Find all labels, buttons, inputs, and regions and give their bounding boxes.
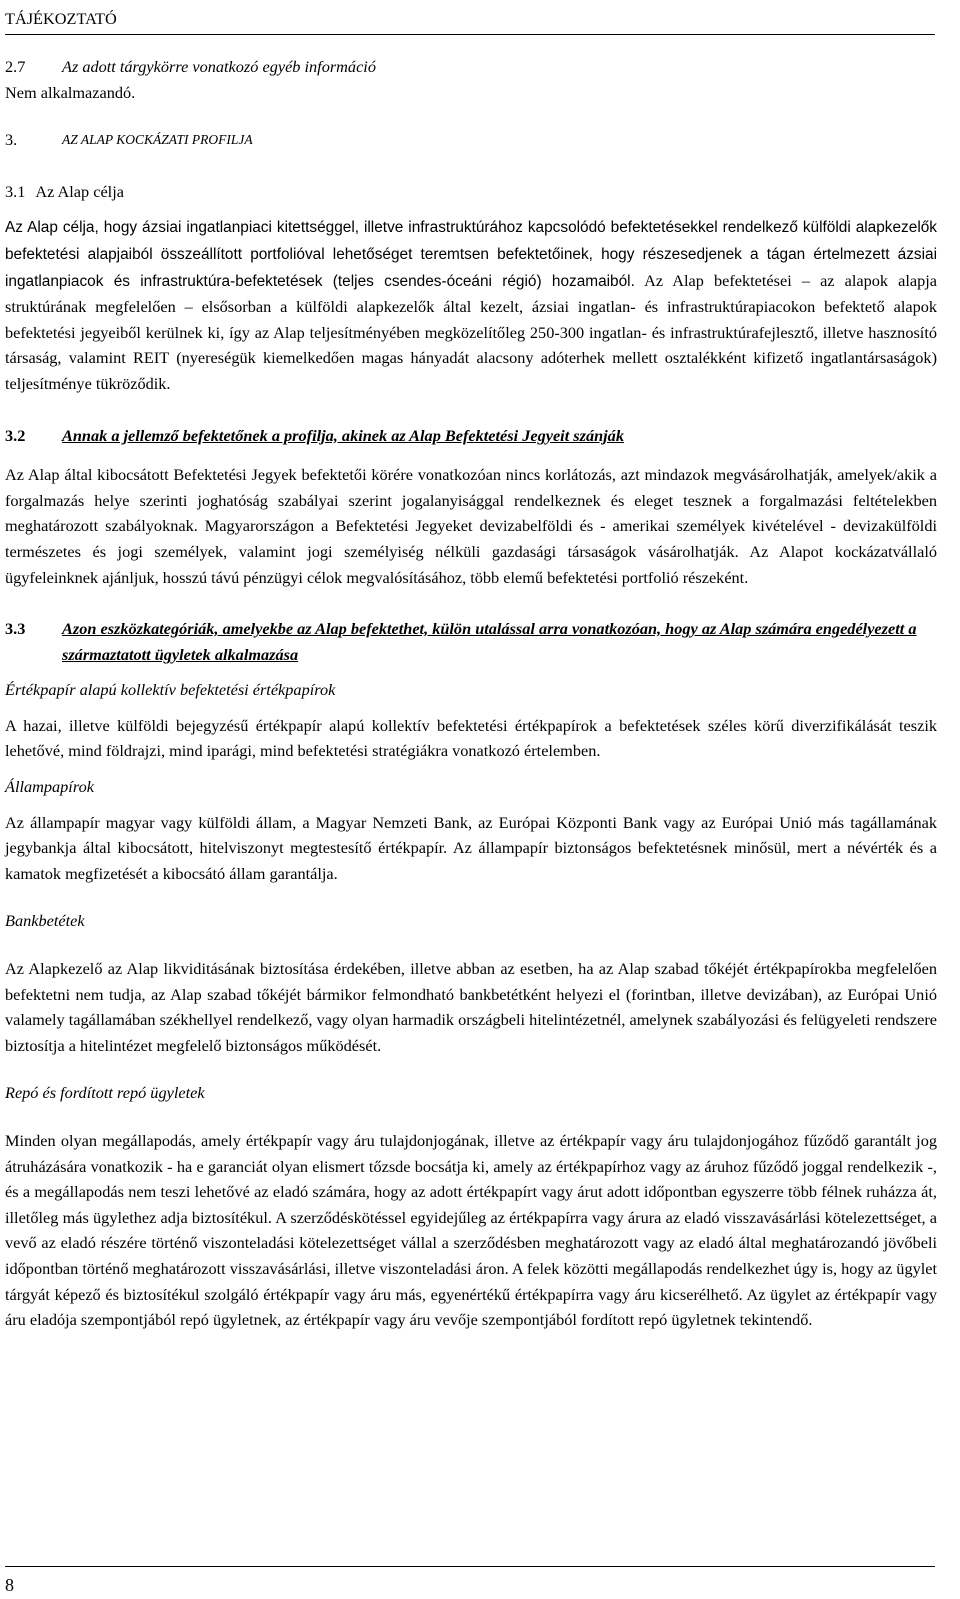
asset-category-body: A hazai, illetve külföldi bejegyzésű értékpapír alapú kollektív befektetési értékpapírok a befektetések széles körű diverzifikálását teszik lehetővé, mind földrajzi, mind iparági, mind befektetési stratégiákra vonatkozó értelemben. bbox=[5, 715, 937, 761]
page-header bbox=[5, 6, 935, 35]
section-title: Az Alap célja bbox=[35, 181, 124, 201]
section-2-7-heading bbox=[5, 54, 937, 80]
page-footer bbox=[5, 1566, 935, 1599]
section-title: Annak a jellemző befektetőnek a profilja, akinek az Alap Befektetési Jegyeit szánják bbox=[62, 425, 624, 445]
asset-category-body: Az állampapír magyar vagy külföldi állam, a Magyar Nemzeti Bank, az Európai Központi Bank vagy az Európai Unió más tagállamának jegybankja által kibocsátott, hitelviszonyt megtestesítő értékpapír. Az állampapír biztonságos befektetésnek minősül, mert a névérték és a kamatok megfizetését a kibocsátó állam garantálja. bbox=[5, 812, 937, 883]
page-number: 8 bbox=[5, 1575, 14, 1595]
section-number: 3. bbox=[5, 130, 18, 150]
section-number: 2.7 bbox=[5, 57, 26, 76]
section-3-1-body-part2: Az Alap befektetései – az alapok alapja struktúrának megfelelően – elsősorban a külföldi alapkezelők által kezelt, ázsiai ingatlan- és infrastruktúrapiacokon befektető alapok befektetési jegyeiből kerülnek ki, így az Alap teljesítményében megközelítőleg 250-300 ingatlan- és infrastruktúrafejlesztő, illetve hasznosító társaság, valamint REIT (nyereségük kiemelkedően magas hányadát alacsony adóterhek mellett osztalékként kifizető ingatlantársaságok) teljesítménye tükröződik. bbox=[5, 270, 937, 393]
asset-category-heading: Értékpapír alapú kollektív befektetési értékpapírok bbox=[5, 680, 336, 700]
section-3-1-body bbox=[5, 214, 937, 396]
asset-category-heading: Bankbetétek bbox=[5, 911, 85, 931]
section-3-2-body: Az Alap által kibocsátott Befektetési Jegyek befektetői körére vonatkozóan nincs korlátozás, azt mindazok megvásárolhatják, amelyek/akik a forgalmazás helye szerinti joghatóság szabályai szerint jogalanyisággal rendelkeznek és eleget tesznek a forgalmazási feltételekben meghatározott szabályoknak. Magyarországon a Befektetési Jegyeket devizabelföldi és - amerikai személyek kivételével - devizakülföldi természetes és jogi személyek, valamint jogi személyiség nélküli gazdasági társaságok vásárolhatják. Az Alapot kockázatvállaló ügyfeleinknek ajánljuk, hosszú távú pénzügyi célok megvalósításához, több elemű befektetési portfolió részeként. bbox=[5, 465, 937, 587]
asset-category-body: Minden olyan megállapodás, amely értékpapír vagy áru tulajdonjogának, illetve az értékpapír vagy áru tulajdonjogához fűződő garantált jog átruházására vonatkozik - ha e garanciát olyan elismert tőzsde bocsátja ki, amely az értékpapírhoz vagy az áruhoz fűződő joggal rendelkezik -, és a megállapodás nem teszi lehetővé az eladó számára, hogy az adott értékpapírt vagy árut adott időpontban egyszerre több félnek ruházza át, illetőleg más ügylethez adja biztosítékul. A szerződéskötéssel egyidejűleg az értékpapírra vagy árura az eladó visszavásárlási kötelezettséget, a vevő az eladó részére történő viszonteladási kötelezettséget vállal a szerződésben meghatározott vagy az eladó által meghatározandó jövőbeli időpontban történő meghatározott visszavásárlási, illetve viszonteladási áron. A felek közötti megállapodás rendelkezhet úgy is, hogy az ügylet tárgyát képező és biztosítékul szolgáló értékpapír vagy áru más, egyenértékű értékpapírra vagy áru kicserélhető. Az ügylet az értékpapír vagy áru eladója szempontjából repó ügyletnek, az értékpapír vagy áru vevője szempontjából fordított repó ügyletnek tekintendő. bbox=[5, 1131, 937, 1330]
section-3-heading bbox=[5, 127, 937, 153]
section-title: AZ ALAP KOCKÁZATI PROFILJA bbox=[62, 132, 253, 148]
section-number: 3.3 bbox=[5, 619, 26, 639]
section-title: Azon eszközkategóriák, amelyekbe az Alap befektethet, külön utalással arra vonatkozóan, hogy az Alap számára engedélyezett a származtatott ügyletek alkalmazása bbox=[62, 619, 917, 664]
document-body bbox=[5, 44, 937, 1333]
section-3-1-heading bbox=[5, 179, 937, 205]
section-number: 3.2 bbox=[5, 425, 26, 445]
section-3-1-body-part1: Az Alap célja, hogy ázsiai ingatlanpiaci kitettséggel, illetve infrastruktúrához kapcsolódó befektetésekkel rendelkező külföldi alapkezelők befektetési alapjaiból összeállított portfolióval lehetőséget teremtsen befektetőinek, hogy részesedjenek a tágan értelmezett ázsiai ingatlanpiacok és infrastruktúra-befektetések (teljes csendes-óceáni régió) hozamaiból. bbox=[5, 219, 937, 290]
section-title: Az adott tárgykörre vonatkozó egyéb információ bbox=[62, 57, 376, 76]
asset-category-body: Az Alapkezelő az Alap likviditásának biztosítása érdekében, illetve abban az esetben, ha az Alap szabad tőkéjét értékpapírokba megfelelően befektetni nem tudja, az Alap szabad tőkéjét bármikor felmondható bankbetétként helyezi el (forintban, illetve devizában), az Európai Unió valamely tagállamában székhellyel rendelkező, vagy olyan harmadik országbeli hitelintézetnél, amelynek szabályozási és felügyeleti rendszere biztosítja a hitelintézet megfelelő biztonságos működését. bbox=[5, 959, 937, 1055]
section-number: 3.1 bbox=[5, 181, 26, 201]
asset-category-heading: Állampapírok bbox=[5, 777, 94, 797]
header-title: TÁJÉKOZTATÓ bbox=[5, 9, 117, 28]
asset-category-heading: Repó és fordított repó ügyletek bbox=[5, 1083, 205, 1103]
section-2-7-body: Nem alkalmazandó. bbox=[5, 82, 136, 102]
section-3-3-heading bbox=[5, 616, 937, 667]
section-3-2-heading bbox=[5, 423, 937, 449]
